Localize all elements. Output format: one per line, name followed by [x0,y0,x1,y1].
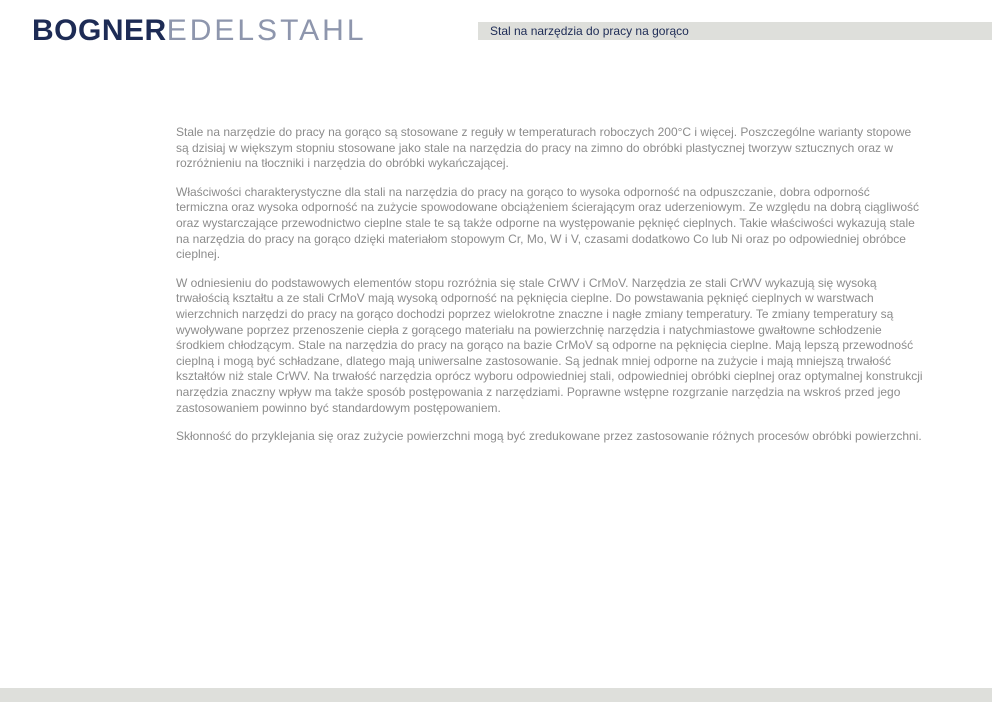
logo-edelstahl-text: EDELSTAHL [166,14,367,47]
paragraph-3: W odniesieniu do podstawowych elementów stopu rozróżnia się stale CrWV i CrMoV. Narzędzia ze stali CrWV wykazują się wysoką trwałością kształtu a ze stali CrMoV mają wysoką odporność na pęknięcia cieplne. Do powstawania pęknięć cieplnych w warstwach wierzchnich narzędzi do pracy na gorąco dochodzi poprzez wielokrotne znaczne i nagłe zmiany temperatury. Te zmiany temperatury są wywoływane poprzez przenoszenie ciepła z gorącego materiału na powierzchnię narzędzia i natychmiastowe gwałtowne schłodzenie środkiem chłodzącym. Stale na narzędzia do pracy na gorąco na bazie CrMoV są odporne na pęknięcia cieplne. Mają lepszą przewodność cieplną i mogą być schładzane, dlatego mają uniwersalne zastosowanie. Są jednak mniej odporne na zużycie i mają mniejszą trwałość kształtów niż stale CrWV. Na trwałość narzędzia oprócz wyboru odpowiedniej stali, odpowiedniej obróbki cieplnej oraz optymalnej konstrukcji narzędzia znaczny wpływ ma także sposób postępowania z narzędziami. Poprawne wstępne rozgrzanie narzędzia na wskroś przed jego zastosowaniem powinno być standardowym postępowaniem. [176,275,923,415]
paragraph-1: Stale na narzędzie do pracy na gorąco są stosowane z reguły w temperaturach roboczych 200°C i więcej. Poszczególne warianty stopowe są dzisiaj w większym stopniu stosowane jako stale na narzędzia do pracy na zimno do obróbki plastycznej tworzyw sztucznych oraz w rozróżnieniu na tłoczniki i narzędzia do obróbki wykańczającej. [176,125,912,171]
footer-bar [0,688,992,702]
paragraph-4: Skłonność do przyklejania się oraz zużycie powierzchni mogą być zredukowane przez zastosowanie różnych procesów obróbki powierzchni. [176,429,922,444]
page-title: Stal na narzędzia do pracy na gorąco [490,24,689,38]
header-bar [478,22,992,40]
brand-logo [32,16,367,46]
paragraph-2: Właściwości charakterystyczne dla stali na narzędzia do pracy na gorąco to wysoka odporność na odpuszczanie, dobra odporność termiczna oraz wysoka odporność na zużycie spowodowane obciążeniem ścierającym oraz uderzeniowym. Ze względu na dobrą ciągliwość oraz wystarczające przewodnictwo cieplne stale te są także odporne na występowanie pęknięć cieplnych. Takie właściwości wykazują stale na narzędzia do pracy na gorąco dzięki materiałom stopowym Cr, Mo, W i V, czasami dodatkowo Co lub Ni oraz po odpowiedniej obróbce cieplnej. [176,184,920,262]
article-body [176,125,924,458]
logo-bogner-text: BOGNER [32,14,167,47]
